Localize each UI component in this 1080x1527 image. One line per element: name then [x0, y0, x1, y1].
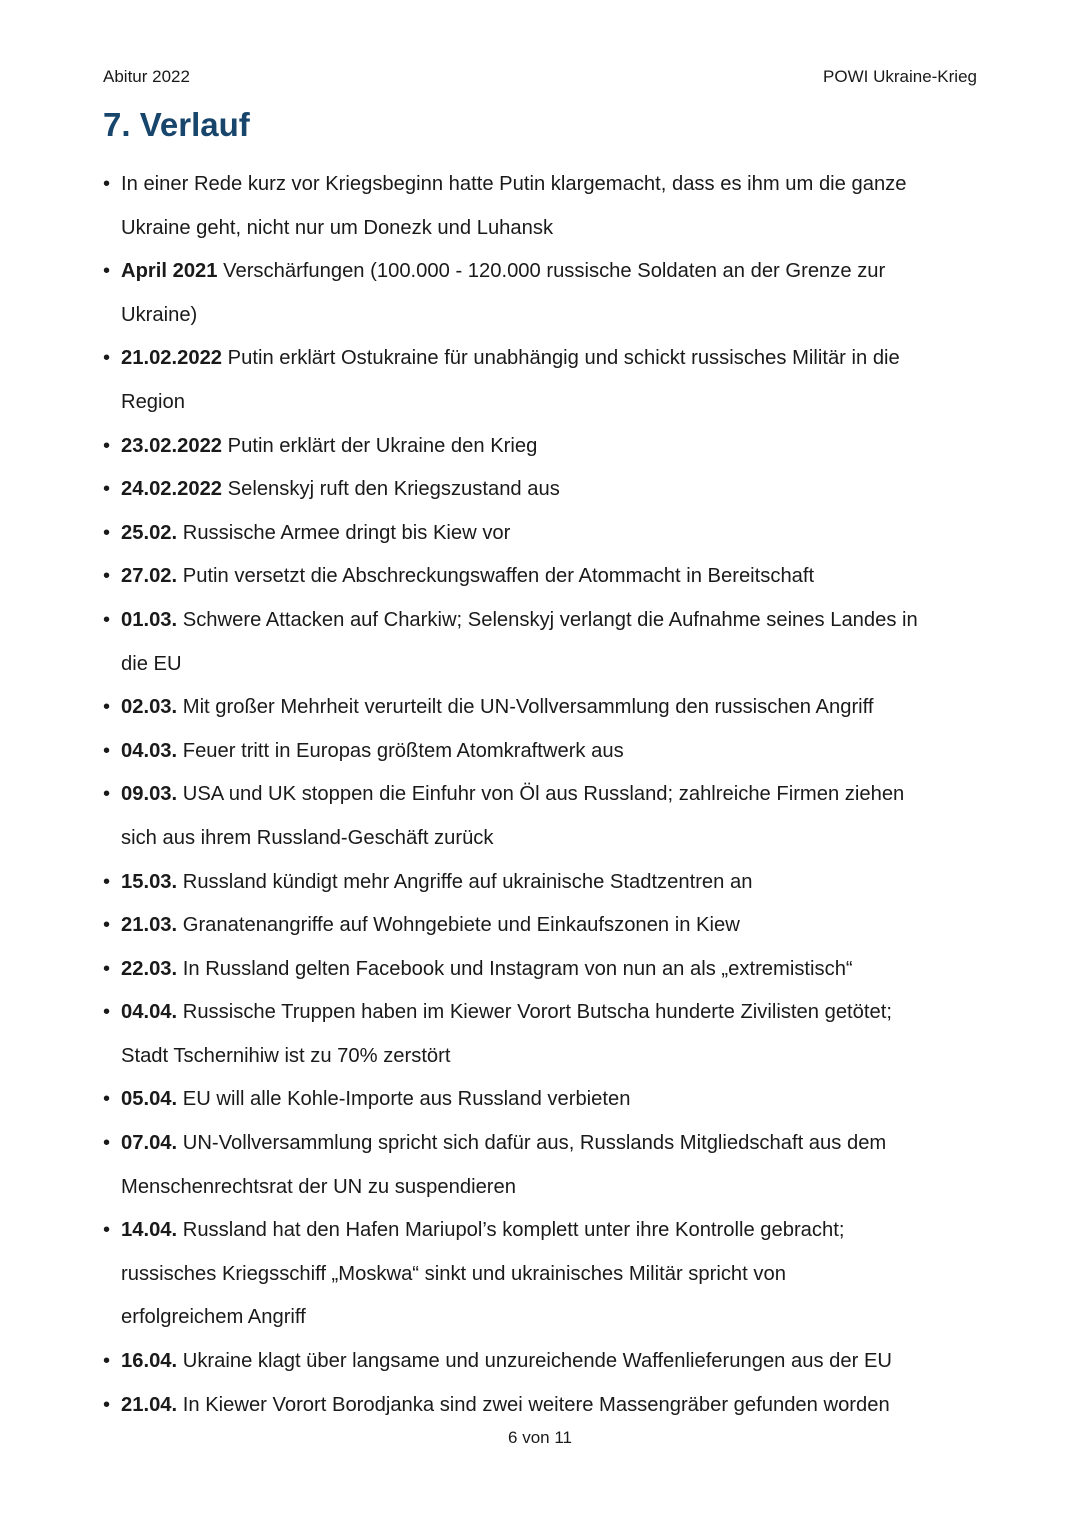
timeline-item-date: 21.04.: [121, 1393, 178, 1416]
timeline-item-line: [121, 773, 993, 817]
timeline-item: [103, 555, 993, 599]
bullet-icon: •: [103, 565, 111, 588]
timeline-item-date: 27.02.: [121, 565, 178, 588]
timeline-item-date: 14.04.: [121, 1219, 178, 1242]
timeline-item: [103, 337, 993, 424]
timeline-item-text: In Kiewer Vorort Borodjanka sind zwei weitere Massengräber gefunden worden: [182, 1393, 890, 1416]
timeline-item-line: [121, 861, 993, 905]
timeline-item: [103, 904, 993, 948]
timeline-item-date: 04.04.: [121, 1001, 178, 1024]
timeline-item: [103, 991, 993, 1078]
page-header: [103, 64, 977, 90]
timeline-item-date: 09.03.: [121, 783, 178, 806]
bullet-icon: •: [103, 260, 111, 283]
timeline-item-date: 01.03.: [121, 608, 178, 631]
timeline-item-line: [121, 1166, 993, 1210]
timeline-item-line: [121, 1384, 993, 1428]
bullet-icon: •: [103, 1088, 111, 1111]
timeline-item-date: 21.03.: [121, 914, 178, 937]
timeline-item: [103, 773, 993, 860]
timeline-item-text: Russland hat den Hafen Mariupol’s komplett unter ihre Kontrolle gebracht;: [182, 1219, 845, 1242]
timeline-item-line: [121, 686, 993, 730]
bullet-icon: •: [103, 870, 111, 893]
timeline-item-date: 22.03.: [121, 957, 178, 980]
timeline-item-line: [121, 817, 993, 861]
timeline-item-text: die EU: [121, 652, 182, 675]
timeline-item-date: 15.03.: [121, 870, 178, 893]
timeline-item: [103, 163, 993, 250]
timeline-item: [103, 599, 993, 686]
timeline-item-text: sich aus ihrem Russland-Geschäft zurück: [121, 826, 494, 849]
bullet-icon: •: [103, 521, 111, 544]
timeline-item-date: 05.04.: [121, 1088, 178, 1111]
timeline-item-text: UN-Vollversammlung spricht sich dafür aus, Russlands Mitgliedschaft aus dem: [182, 1132, 887, 1155]
timeline-item-text: Granatenangriffe auf Wohngebiete und Einkaufszonen in Kiew: [182, 914, 740, 937]
timeline-item-line: [121, 643, 993, 687]
timeline-item-date: 25.02.: [121, 521, 178, 544]
timeline-item-text: Ukraine geht, nicht nur um Donezk und Luhansk: [121, 216, 554, 239]
bullet-icon: •: [103, 783, 111, 806]
bullet-icon: •: [103, 1219, 111, 1242]
timeline-item-line: [121, 163, 993, 207]
timeline-item-line: [121, 555, 993, 599]
timeline-item-date: 02.03.: [121, 696, 178, 719]
bullet-icon: •: [103, 914, 111, 937]
timeline-item-line: [121, 1296, 993, 1340]
bullet-icon: •: [103, 478, 111, 501]
bullet-icon: •: [103, 434, 111, 457]
timeline-item-date: 16.04.: [121, 1350, 178, 1373]
timeline-item-text: Putin erklärt der Ukraine den Krieg: [227, 434, 538, 457]
timeline-item-text: Selenskyj ruft den Kriegszustand aus: [227, 478, 560, 501]
bullet-icon: •: [103, 608, 111, 631]
page-number: 6 von 11: [508, 1428, 572, 1447]
timeline-item-text: Feuer tritt in Europas größtem Atomkraftwerk aus: [182, 739, 624, 762]
timeline-item-line: [121, 904, 993, 948]
timeline-item-text: In Russland gelten Facebook und Instagram von nun an als „extremistisch“: [182, 957, 853, 980]
bullet-icon: •: [103, 173, 111, 195]
timeline-item-text: erfolgreichem Angriff: [121, 1306, 306, 1329]
timeline-item: [103, 730, 993, 774]
timeline-item: [103, 250, 993, 337]
bullet-icon: •: [103, 696, 111, 719]
timeline-item: [103, 1078, 993, 1122]
timeline-item-line: [121, 425, 993, 469]
timeline-item: [103, 1384, 993, 1428]
timeline-item-line: [121, 337, 993, 381]
timeline-item-line: [121, 1078, 993, 1122]
timeline-item: [103, 1340, 993, 1384]
timeline-item-line: [121, 1253, 993, 1297]
timeline-item-text: Verschärfungen (100.000 - 120.000 russische Soldaten an der Grenze zur: [223, 260, 886, 283]
timeline-item-text: Menschenrechtsrat der UN zu suspendieren: [121, 1175, 516, 1198]
timeline-item: [103, 512, 993, 556]
timeline-item-date: 04.03.: [121, 739, 178, 762]
timeline-item: [103, 468, 993, 512]
timeline-item-text: Stadt Tschernihiw ist zu 70% zerstört: [121, 1044, 451, 1067]
bullet-icon: •: [103, 347, 111, 370]
timeline-item-text: Putin erklärt Ostukraine für unabhängig und schickt russisches Militär in die: [227, 347, 900, 370]
timeline-item-line: [121, 1340, 993, 1384]
header-subject-label: POWI Ukraine-Krieg: [823, 67, 977, 86]
timeline-item-line: [121, 207, 993, 251]
timeline-item: [103, 1209, 993, 1340]
timeline-item-line: [121, 991, 993, 1035]
timeline-item-text: Region: [121, 390, 185, 413]
timeline-item-line: [121, 512, 993, 556]
bullet-icon: •: [103, 957, 111, 980]
timeline-list: [103, 163, 993, 1427]
section-title: 7. Verlauf: [103, 106, 250, 143]
timeline-item-line: [121, 468, 993, 512]
bullet-icon: •: [103, 1350, 111, 1373]
timeline-item-text: Ukraine klagt über langsame und unzureichende Waffenlieferungen aus der EU: [182, 1350, 892, 1373]
timeline-item-line: [121, 381, 993, 425]
header-exam-label: Abitur 2022: [103, 67, 190, 86]
timeline-item-text: Ukraine): [121, 303, 198, 326]
bullet-icon: •: [103, 739, 111, 762]
timeline-item-line: [121, 730, 993, 774]
timeline-item-line: [121, 599, 993, 643]
timeline-item-date: 21.02.2022: [121, 347, 223, 370]
timeline-item-text: Putin versetzt die Abschreckungswaffen der Atommacht in Bereitschaft: [182, 565, 815, 588]
timeline-item: [103, 948, 993, 992]
timeline-item-date: 24.02.2022: [121, 478, 223, 501]
timeline-item: [103, 861, 993, 905]
timeline-item-text: Russische Truppen haben im Kiewer Vorort Butscha hunderte Zivilisten getötet;: [182, 1001, 892, 1024]
timeline-item-text: Mit großer Mehrheit verurteilt die UN-Vollversammlung den russischen Angriff: [182, 696, 874, 719]
timeline-item: [103, 1122, 993, 1209]
timeline-item-line: [121, 948, 993, 992]
timeline-item-text: Schwere Attacken auf Charkiw; Selenskyj verlangt die Aufnahme seines Landes in: [182, 608, 918, 631]
timeline-item-date: 23.02.2022: [121, 434, 223, 457]
timeline-item-text: russisches Kriegsschiff „Moskwa“ sinkt und ukrainisches Militär spricht von: [121, 1262, 786, 1285]
timeline-item-text: Russische Armee dringt bis Kiew vor: [182, 521, 511, 544]
timeline-item-line: [121, 294, 993, 338]
timeline-item-text: Russland kündigt mehr Angriffe auf ukrainische Stadtzentren an: [182, 870, 753, 893]
bullet-icon: •: [103, 1393, 111, 1416]
timeline-item-text: In einer Rede kurz vor Kriegsbeginn hatte Putin klargemacht, dass es ihm um die ganze: [121, 173, 907, 195]
timeline-item-line: [121, 1209, 993, 1253]
bullet-icon: •: [103, 1132, 111, 1155]
timeline-item-line: [121, 250, 993, 294]
bullet-icon: •: [103, 1001, 111, 1024]
timeline-item: [103, 686, 993, 730]
timeline-item-date: 07.04.: [121, 1132, 178, 1155]
timeline-item-line: [121, 1035, 993, 1079]
timeline-item-text: USA und UK stoppen die Einfuhr von Öl aus Russland; zahlreiche Firmen ziehen: [182, 783, 905, 806]
timeline-item: [103, 425, 993, 469]
timeline-item-date: April 2021: [121, 260, 218, 283]
timeline-item-line: [121, 1122, 993, 1166]
timeline-item-text: EU will alle Kohle-Importe aus Russland verbieten: [182, 1088, 631, 1111]
